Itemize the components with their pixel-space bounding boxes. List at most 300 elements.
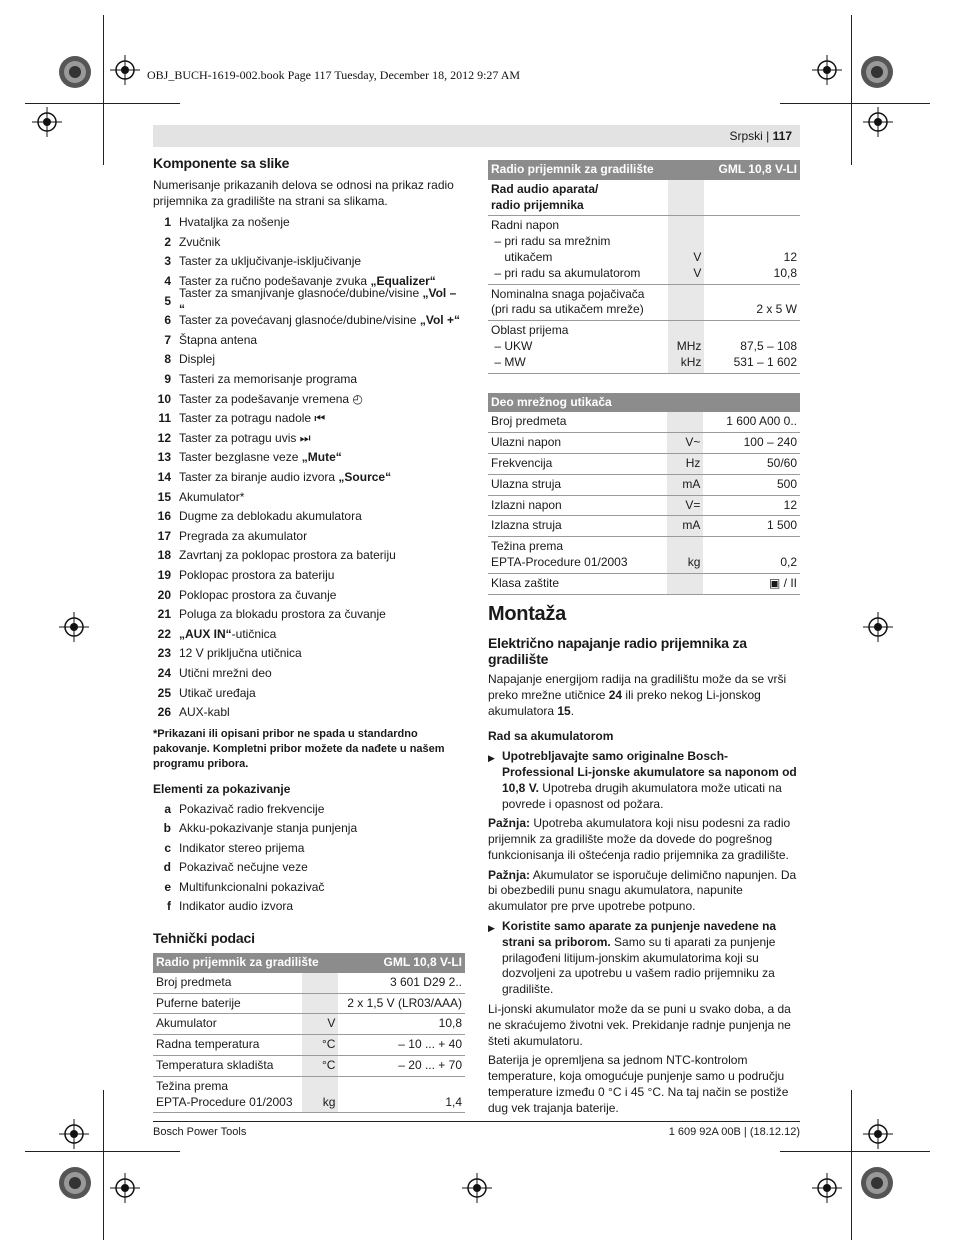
table-header-row — [488, 160, 800, 180]
value-cell: 500 — [703, 474, 800, 495]
registration-mark-icon — [59, 612, 89, 642]
label-text: Puferne baterije — [156, 995, 241, 1010]
list-item — [153, 586, 465, 606]
table-row — [153, 1014, 465, 1035]
list-item — [153, 527, 465, 547]
registration-mark-icon — [110, 1173, 140, 1203]
item-label: Hvataljka za nošenje — [179, 215, 290, 230]
item-label: Štapna antena — [179, 332, 258, 347]
value-battery: 10,8 — [773, 265, 797, 280]
item-label: Taster za uključivanje-isključivanje — [179, 254, 362, 269]
label-text: Broj predmeta — [491, 414, 567, 429]
table-row — [488, 453, 800, 474]
item-number: 18 — [157, 548, 171, 563]
unit-cell — [668, 216, 704, 284]
unit-ukw: MHz — [676, 338, 702, 353]
table-row — [153, 1055, 465, 1076]
list-item — [153, 311, 465, 331]
value-cell: 3 601 D29 2.. — [338, 973, 465, 993]
item-label: Utikač uređaja — [179, 685, 256, 700]
unit-cell: V — [302, 1014, 338, 1035]
item-label: Taster za potragu uvis ⏭ — [179, 430, 311, 445]
left-column — [153, 156, 465, 1113]
table-row — [153, 1076, 465, 1113]
range-label — [488, 321, 668, 373]
unit-cell — [667, 412, 703, 432]
charging-paragraph: Li-jonski akumulator može da se puni u svako doba, a da ne skraćujemo životni vek. Prekidanje radnje punjenja ne šteti akumulatoru. — [488, 1002, 791, 1048]
item-label: Indikator audio izvora — [179, 899, 294, 914]
unit-cell: °C — [302, 1035, 338, 1056]
item-bold: „Source“ — [338, 470, 392, 484]
item-label: Poklopac prostora za bateriju — [179, 567, 335, 582]
value-cell — [704, 180, 800, 216]
item-text — [179, 588, 336, 604]
registration-mark-icon — [812, 55, 842, 85]
text: Upotreba drugih akumulatora može uticati na povrede i opasnost od požara. — [502, 780, 782, 811]
list-item — [153, 819, 465, 839]
color-target-icon — [860, 55, 894, 89]
list-item — [153, 664, 465, 684]
list-item — [153, 370, 465, 390]
item-label: Zavrtanj za poklopac prostora za bateriju — [179, 548, 396, 563]
label-cell — [488, 573, 667, 594]
unit-cell: mA — [667, 474, 703, 495]
item-number: 17 — [157, 528, 171, 543]
voltage-battery: – pri radu sa akumulatorom — [494, 265, 641, 280]
item-text — [179, 352, 215, 368]
list-item — [153, 213, 465, 233]
label-cell — [488, 537, 667, 574]
power-line-1: Nominalna snaga pojačivača — [491, 286, 645, 301]
item-label: -utičnica — [231, 626, 277, 641]
label-text: Radna temperatura — [156, 1037, 260, 1052]
label-cell — [153, 1055, 302, 1076]
item-label: Utični mrežni deo — [179, 665, 272, 680]
value-mains: 12 — [783, 249, 797, 264]
item-text — [179, 860, 308, 876]
crop-mark — [851, 15, 852, 165]
table-header-product: Radio prijemnik za gradilište — [153, 953, 338, 973]
item-label: Taster za smanjivanje glasnoće/dubine/visine — [179, 285, 423, 300]
label-cell — [153, 973, 302, 993]
range-mw: – MW — [494, 354, 526, 369]
section-line-1: Rad audio aparata/ — [491, 181, 599, 196]
item-text — [179, 509, 362, 525]
ref-24: 24 — [608, 687, 623, 702]
item-text — [179, 705, 230, 721]
label-text: Težina prema — [491, 539, 564, 554]
list-item — [153, 429, 465, 449]
tech-data-heading: Tehnički podaci — [153, 930, 255, 947]
item-label: Pokazivač nečujne veze — [179, 860, 308, 875]
label-text: Klasa zaštite — [491, 575, 560, 590]
accessory-footnote: *Prikazani ili opisani pribor ne spada u standardno pakovanje. Kompletni pribor možete da nađete u našem programu pribora. — [153, 727, 445, 770]
item-text — [179, 627, 276, 643]
item-label: Displej — [179, 352, 216, 367]
value-ukw: 87,5 – 108 — [740, 338, 797, 353]
item-text — [179, 548, 396, 564]
unit-cell: mA — [667, 516, 703, 537]
crop-mark — [780, 103, 930, 104]
bold-text: Pažnja: — [488, 816, 531, 831]
crop-mark — [103, 15, 104, 165]
item-label: Taster bezglasne veze — [179, 450, 302, 465]
label-text: Akumulator — [156, 1016, 217, 1031]
item-bold: „Vol +“ — [419, 313, 460, 328]
table-row — [488, 321, 800, 373]
unit-cell: kg — [667, 537, 703, 574]
value-cell: 1,4 — [338, 1076, 465, 1113]
language-label: Srpski — [729, 129, 763, 143]
item-label: Pokazivač radio frekvencije — [179, 801, 325, 816]
item-number: 9 — [164, 372, 171, 387]
components-list — [153, 213, 465, 722]
item-text — [179, 392, 363, 408]
label-cell — [488, 433, 667, 454]
components-intro: Numerisanje prikazanih delova se odnosi na prikaz radio prijemnika za gradilište na strani sa slikama. — [153, 177, 454, 208]
crop-mark — [103, 1090, 104, 1240]
label-text-2: EPTA-Procedure 01/2003 — [156, 1094, 293, 1109]
unit-cell — [302, 993, 338, 1014]
list-item — [153, 898, 465, 918]
value-cell: – 10 ... + 40 — [338, 1035, 465, 1056]
label-cell — [153, 993, 302, 1014]
item-number: 3 — [164, 254, 171, 269]
value-mw: 531 – 1 602 — [733, 354, 797, 369]
item-text — [179, 841, 304, 857]
value-cell: 12 — [703, 495, 800, 516]
bullet-arrow-icon: ▶ — [488, 753, 495, 764]
list-item — [153, 839, 465, 859]
item-label: Zvučnik — [179, 234, 221, 249]
page-header — [153, 125, 800, 147]
book-info-line: OBJ_BUCH-1619-002.book Page 117 Tuesday, December 18, 2012 9:27 AM — [147, 68, 521, 82]
table-header-row — [153, 953, 465, 973]
label-text: Broj predmeta — [156, 974, 232, 989]
crop-mark — [851, 1090, 852, 1240]
list-item — [153, 253, 465, 273]
ref-15: 15 — [557, 703, 571, 718]
color-target-icon — [58, 1166, 92, 1200]
indicators-list — [153, 800, 465, 918]
list-item — [153, 409, 465, 429]
mains-adapter-table — [488, 393, 800, 595]
item-label: Taster za potragu nadole ⏮ — [179, 411, 326, 426]
label-cell — [488, 474, 667, 495]
bold-text: Koristite samo aparate za punjenje navedene na strani sa priborom. — [502, 919, 777, 949]
label-text: Frekvencija — [491, 455, 553, 470]
voltage-label — [488, 216, 668, 284]
list-item — [153, 566, 465, 586]
item-text — [179, 411, 325, 427]
value-cell: ▣ / II — [703, 573, 800, 594]
table-header-row — [488, 393, 800, 413]
item-text — [179, 899, 293, 915]
item-number: 26 — [157, 705, 171, 720]
text: Akumulator se isporučuje delimično napunjen. Da bi obezbedili punu snagu akumulatora, napunite akumulator pre prve upotrebe potpuno. — [488, 867, 797, 914]
value-cell — [704, 321, 800, 373]
item-number: c — [164, 840, 171, 855]
text: . — [570, 703, 575, 718]
page-number: 117 — [772, 129, 792, 143]
item-text — [179, 235, 220, 251]
section-line-2: radio prijemnika — [491, 197, 584, 212]
table-row — [488, 516, 800, 537]
section-title-montaza: Montaža — [488, 602, 566, 625]
crop-mark — [25, 103, 180, 104]
label-text: Težina prema — [156, 1078, 229, 1093]
item-label: Indikator stereo prijema — [179, 840, 305, 855]
item-text — [179, 450, 342, 466]
registration-mark-icon — [863, 612, 893, 642]
ntc-paragraph: Baterija je opremljena sa jednom NTC-kontrolom temperature, koja omogućuje punjenje samo u području temperature između 0 °C i 45 °C. Na taj način se postiže dug vek trajanja baterije. — [488, 1053, 789, 1115]
item-number: 7 — [164, 332, 171, 347]
text: Samo su ti aparati za punjenje prilagođeni litijum-jonskim akumulatorima koji su dozvoljeni za upotrebu u vašem radio prijemniku za gradilište. — [502, 934, 776, 997]
range-ukw: – UKW — [494, 338, 533, 353]
item-label: Akumulator* — [179, 489, 245, 504]
item-number: 20 — [157, 587, 171, 602]
bullet-text — [502, 749, 800, 812]
item-bold: „AUX IN“ — [179, 626, 232, 641]
list-item — [153, 605, 465, 625]
list-item — [153, 546, 465, 566]
list-item — [153, 507, 465, 527]
list-item — [153, 878, 465, 898]
item-text — [179, 372, 357, 388]
separator: | — [766, 129, 770, 143]
item-label: Dugme za deblokadu akumulatora — [179, 509, 362, 524]
item-label: Akku-pokazivanje stanja punjenja — [179, 821, 358, 836]
label-text: Izlazna struja — [491, 518, 562, 533]
unit-cell: V= — [667, 495, 703, 516]
item-text — [179, 821, 357, 837]
item-text — [179, 470, 391, 486]
registration-mark-icon — [863, 107, 893, 137]
item-number: 24 — [157, 665, 171, 680]
list-item — [153, 285, 465, 316]
item-text — [179, 646, 302, 662]
item-bold: „Equalizer“ — [370, 274, 436, 289]
item-text — [179, 666, 272, 682]
label-cell — [488, 412, 667, 432]
item-text — [179, 568, 334, 584]
bullet-text — [502, 919, 800, 998]
voltage-title: Radni napon — [491, 218, 560, 233]
label-text: Izlazni napon — [491, 497, 562, 512]
list-item — [153, 233, 465, 253]
value-cell: 0,2 — [703, 537, 800, 574]
table-row — [488, 573, 800, 594]
item-number: 21 — [157, 607, 171, 622]
label-cell — [153, 1076, 302, 1113]
item-text — [179, 333, 257, 349]
radio-specs-table — [488, 160, 800, 374]
caution-paragraph — [488, 816, 800, 863]
footer-divider — [153, 1121, 800, 1122]
label-cell — [153, 1014, 302, 1035]
list-item — [153, 351, 465, 371]
item-number: 11 — [158, 411, 171, 426]
item-number: 22 — [157, 626, 171, 641]
registration-mark-icon — [812, 1173, 842, 1203]
bullet-item — [488, 749, 800, 812]
unit-cell: °C — [302, 1055, 338, 1076]
crop-mark — [780, 1151, 930, 1152]
list-item — [153, 703, 465, 723]
list-item — [153, 800, 465, 820]
list-item — [153, 858, 465, 878]
unit-cell: V~ — [667, 433, 703, 454]
item-text — [179, 686, 256, 702]
list-item — [153, 468, 465, 488]
voltage-mains-cont: utikačem — [504, 249, 553, 264]
registration-mark-icon — [863, 1119, 893, 1149]
tech-data-table — [153, 953, 465, 1113]
item-number: 12 — [157, 430, 171, 445]
item-number: d — [163, 860, 171, 875]
list-item — [153, 331, 465, 351]
unit-battery: V — [693, 265, 702, 280]
table-header-product: Radio prijemnik za gradilište — [488, 160, 704, 180]
crop-mark — [25, 1151, 180, 1152]
power-supply-text — [488, 672, 800, 719]
unit-cell: kg — [302, 1076, 338, 1113]
item-text — [179, 313, 460, 329]
value-cell: 100 – 240 — [703, 433, 800, 454]
item-label: 12 V priključna utičnica — [179, 646, 302, 661]
table-header-model: GML 10,8 V-LI — [704, 160, 800, 180]
item-text — [179, 490, 244, 506]
item-label: AUX-kabl — [179, 705, 230, 720]
item-label: Multifunkcionalni pokazivač — [179, 879, 325, 894]
item-text — [179, 802, 324, 818]
item-label: Pregrada za akumulator — [179, 528, 308, 543]
item-text — [179, 431, 311, 447]
table-row — [488, 474, 800, 495]
bold-text: Pažnja: — [488, 867, 531, 882]
item-number: a — [164, 801, 171, 816]
unit-cell — [667, 573, 703, 594]
list-item — [153, 449, 465, 469]
registration-mark-icon — [110, 55, 140, 85]
bold-text: Upotrebljavajte samo originalne Bosch-Professional Li-jonske akumulatore sa naponom od 10,8 V. — [502, 749, 797, 795]
unit-cell — [668, 321, 704, 373]
footer-left: Bosch Power Tools — [153, 1126, 247, 1138]
item-label: Poluga za blokadu prostora za čuvanje — [179, 607, 386, 622]
item-label: Poklopac prostora za čuvanje — [179, 587, 337, 602]
indicators-heading: Elementi za pokazivanje — [153, 781, 291, 796]
registration-mark-icon — [462, 1173, 492, 1203]
item-text — [179, 215, 290, 231]
table-row — [488, 537, 800, 574]
value-cell — [704, 216, 800, 284]
table-header-product: Deo mrežnog utikača — [488, 393, 800, 413]
voltage-mains: – pri radu sa mrežnim — [494, 234, 611, 249]
unit-cell — [668, 284, 704, 321]
label-text: Ulazna struja — [491, 476, 562, 491]
components-heading: Komponente sa slike — [153, 155, 290, 171]
value-cell: 2 x 1,5 V (LR03/AAA) — [338, 993, 465, 1014]
label-text: Temperatura skladišta — [156, 1057, 274, 1072]
table-row — [488, 433, 800, 454]
item-number: f — [167, 899, 171, 914]
item-bold: „Mute“ — [301, 450, 342, 465]
item-number: 19 — [157, 567, 171, 582]
item-number: 23 — [157, 646, 171, 661]
bullet-arrow-icon: ▶ — [488, 923, 495, 934]
item-number: 15 — [157, 489, 171, 504]
value-cell: 1 600 A00 0.. — [703, 412, 800, 432]
table-row — [153, 973, 465, 993]
item-number: 4 — [164, 274, 171, 289]
label-cell — [153, 1035, 302, 1056]
list-item — [153, 488, 465, 508]
unit-mw: kHz — [680, 354, 702, 369]
table-row — [488, 495, 800, 516]
item-number: 13 — [157, 450, 171, 465]
item-label: Taster za podešavanje vremena ◴ — [179, 391, 363, 406]
table-row — [153, 993, 465, 1014]
unit-cell — [668, 180, 704, 216]
value-cell: – 20 ... + 70 — [338, 1055, 465, 1076]
table-row — [488, 216, 800, 284]
item-bold: „Vol – “ — [179, 285, 457, 316]
footer-right: 1 609 92A 00B | (18.12.12) — [668, 1126, 800, 1138]
value-cell: 50/60 — [703, 453, 800, 474]
section-label — [488, 180, 668, 216]
item-text — [179, 607, 386, 623]
list-item — [153, 644, 465, 664]
item-number: 2 — [164, 234, 171, 249]
label-text-2: EPTA-Procedure 01/2003 — [491, 554, 628, 569]
unit-cell — [302, 973, 338, 993]
list-item — [153, 625, 465, 645]
item-text — [179, 880, 324, 896]
range-title: Oblast prijema — [491, 323, 569, 338]
item-number: e — [164, 879, 171, 894]
item-number: b — [163, 821, 171, 836]
list-item — [153, 684, 465, 704]
power-line-2: (pri radu sa utikačem mreže) — [491, 302, 644, 317]
item-label: Taster za ručno podešavanje zvuka — [179, 274, 371, 289]
value-cell: 10,8 — [338, 1014, 465, 1035]
text: Napajanje energijom radija na gradilištu može da se vrši preko mrežne utičnice — [488, 671, 787, 702]
power-supply-heading: Električno napajanje radio prijemnika za gradilište — [488, 635, 747, 668]
table-row — [153, 1035, 465, 1056]
label-cell — [488, 453, 667, 474]
label-cell — [488, 516, 667, 537]
item-number: 16 — [157, 509, 171, 524]
item-number: 25 — [157, 685, 171, 700]
item-label: Taster za povećavanj glasnoće/dubine/visine — [179, 313, 420, 328]
label-cell — [488, 495, 667, 516]
text: ili preko nekog Li-jonskog akumulatora — [488, 687, 761, 718]
power-label — [488, 284, 668, 321]
item-label: Tasteri za memorisanje programa — [179, 372, 358, 387]
value-cell: 1 500 — [703, 516, 800, 537]
item-text — [179, 529, 307, 545]
power-value: 2 x 5 W — [704, 284, 800, 321]
text: Upotreba akumulatora koji nisu podesni za radio prijemnik za gradilište može da dovede do pogrešnog funkcionisanja ili oštećenja radio prijemnika za gradilište. — [488, 816, 791, 862]
item-number: 10 — [157, 391, 171, 406]
registration-mark-icon — [59, 1119, 89, 1149]
page-header-label — [729, 129, 792, 143]
table-row — [488, 284, 800, 321]
item-text — [179, 254, 361, 270]
unit-cell: Hz — [667, 453, 703, 474]
battery-operation-heading: Rad sa akumulatorom — [488, 729, 614, 744]
unit-mains: V — [693, 249, 702, 264]
